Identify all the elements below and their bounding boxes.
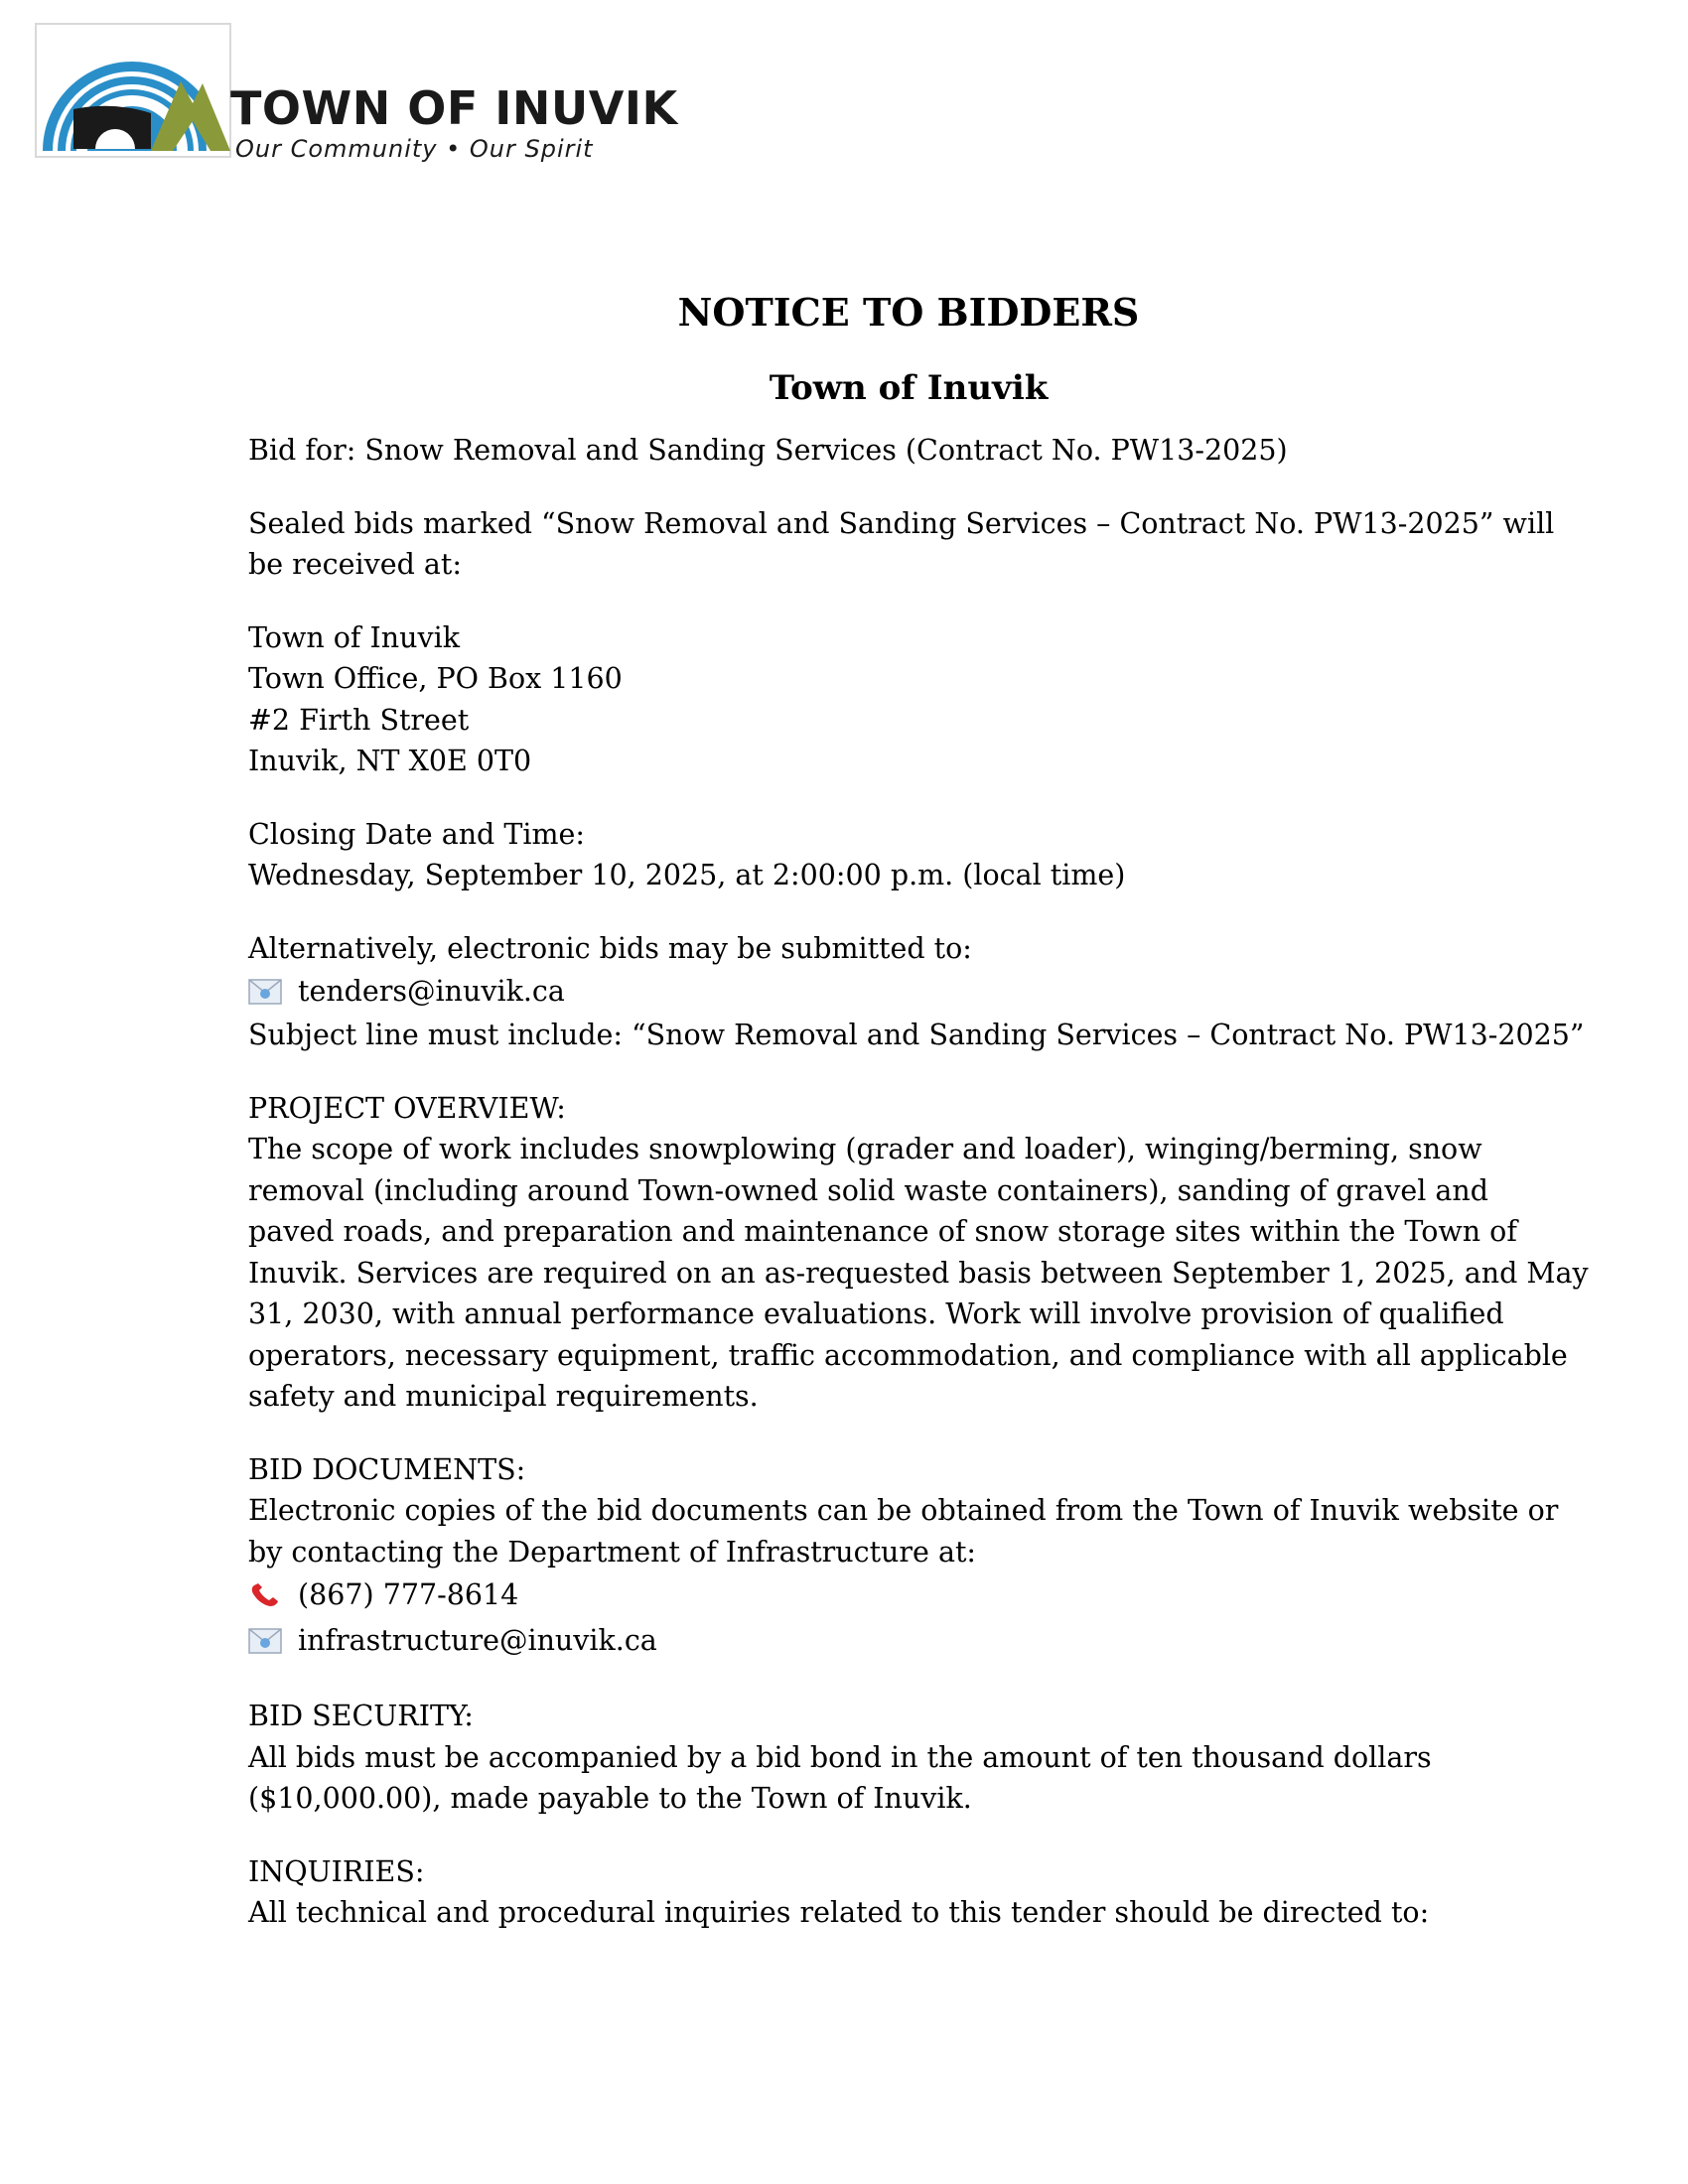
text-line: The scope of work includes snowplowing (grader and loader), winging/berming, snow bbox=[248, 1133, 1482, 1165]
tenders-email-row bbox=[248, 969, 1460, 1015]
logo-tagline: Our Community • Our Spirit bbox=[235, 135, 594, 163]
project-overview bbox=[248, 1088, 1589, 1418]
address-line: Inuvik, NT X0E 0T0 bbox=[248, 745, 532, 777]
phone-icon bbox=[248, 1582, 282, 1608]
section-heading: PROJECT OVERVIEW: bbox=[248, 1091, 566, 1125]
bid-documents bbox=[248, 1449, 1559, 1665]
section-heading: BID DOCUMENTS: bbox=[248, 1452, 526, 1486]
infrastructure-email-row bbox=[248, 1618, 1460, 1664]
section-heading: INQUIRIES: bbox=[248, 1854, 425, 1888]
electronic-bids bbox=[248, 928, 1585, 1056]
text-line: safety and municipal requirements. bbox=[248, 1380, 759, 1413]
logo-title: TOWN OF INUVIK bbox=[230, 81, 678, 135]
inquiries bbox=[248, 1851, 1460, 1934]
text-line: All bids must be accompanied by a bid bond in the amount of ten thousand dollars bbox=[248, 1740, 1432, 1774]
envelope-icon bbox=[248, 1628, 282, 1654]
address-line: Town Office, PO Box 1160 bbox=[248, 662, 623, 695]
town-logo-mark bbox=[34, 22, 232, 161]
text-line: ($10,000.00), made payable to the Town of Inuvik. bbox=[248, 1782, 972, 1815]
envelope-icon bbox=[248, 979, 282, 1005]
tenders-email-link[interactable]: tenders@inuvik.ca bbox=[298, 975, 565, 1009]
text-line: All technical and procedural inquiries related to this tender should be directed to: bbox=[248, 1896, 1430, 1929]
mailing-address bbox=[248, 617, 1460, 782]
town-logo bbox=[34, 22, 678, 181]
text-line: by contacting the Department of Infrastructure at: bbox=[248, 1535, 976, 1569]
subject-line: Subject line must include: “Snow Removal and Sanding Services – Contract No. PW13-2025” bbox=[248, 1019, 1585, 1051]
bid-security bbox=[248, 1696, 1460, 1820]
infrastructure-email-link[interactable]: infrastructure@inuvik.ca bbox=[298, 1624, 657, 1658]
phone-number[interactable]: (867) 777-8614 bbox=[298, 1578, 519, 1612]
address-line: Town of Inuvik bbox=[248, 620, 460, 654]
text-line: removal (including around Town-owned solid waste containers), sanding of gravel and bbox=[248, 1173, 1488, 1207]
text-line: 31, 2030, with annual performance evaluations. Work will involve provision of qualified bbox=[248, 1297, 1504, 1330]
text-line: paved roads, and preparation and maintenance of snow storage sites within the Town of bbox=[248, 1215, 1517, 1248]
closing-value: Wednesday, September 10, 2025, at 2:00:00 p.m. (local time) bbox=[248, 859, 1126, 891]
bid-for: Bid for: Snow Removal and Sanding Services (Contract No. PW13-2025) bbox=[248, 434, 1288, 467]
page-subtitle: Town of Inuvik bbox=[769, 368, 1049, 408]
notice-document bbox=[248, 283, 1589, 1934]
address-line: #2 Firth Street bbox=[248, 703, 470, 737]
sealed-bids-paragraph bbox=[248, 503, 1555, 586]
text-line: be received at: bbox=[248, 548, 462, 581]
text-line: Electronic copies of the bid documents can be obtained from the Town of Inuvik website or bbox=[248, 1494, 1559, 1527]
phone-row bbox=[248, 1572, 1460, 1618]
electronic-intro: Alternatively, electronic bids may be submitted to: bbox=[248, 931, 972, 965]
closing-label: Closing Date and Time: bbox=[248, 817, 585, 851]
text-line: Inuvik. Services are required on an as-requested basis between September 1, 2025, and May bbox=[248, 1256, 1589, 1290]
text-line: Sealed bids marked “Snow Removal and Sanding Services – Contract No. PW13-2025” will bbox=[248, 506, 1555, 540]
page-title: NOTICE TO BIDDERS bbox=[677, 290, 1140, 335]
section-heading: BID SECURITY: bbox=[248, 1700, 474, 1732]
closing-date bbox=[248, 814, 1460, 896]
text-line: operators, necessary equipment, traffic accommodation, and compliance with all applicable bbox=[248, 1338, 1568, 1372]
